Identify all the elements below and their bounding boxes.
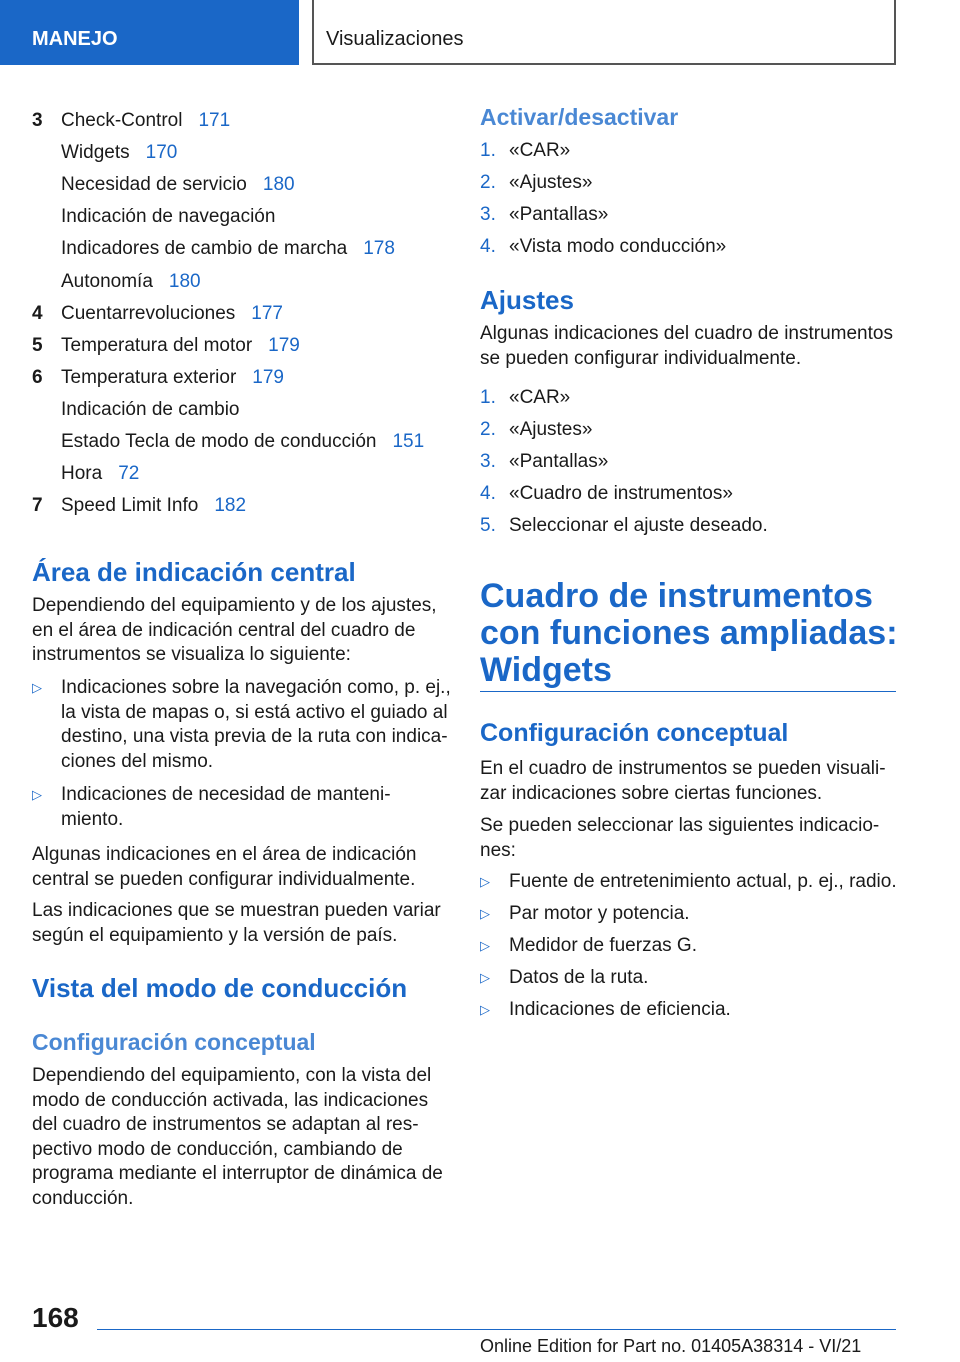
index-entry [61, 463, 139, 485]
triangle-right-outline-icon: ▷ [32, 787, 42, 802]
step-number: 5. [480, 515, 496, 536]
index-entry-text: Indicadores de cambio de marcha [61, 238, 348, 260]
widgets-paragraph: En el cuadro de instrumentos se pueden visuali‐ zar indicaciones sobre ciertas funciones. [480, 758, 886, 804]
settings-title: Ajustes [480, 285, 574, 315]
index-entry-text: Speed Limit Info [61, 495, 199, 517]
drive-mode-title: Vista del modo de conducción [32, 973, 408, 1003]
footer-divider [97, 1329, 896, 1330]
index-number: 5 [32, 334, 43, 356]
step-text: «Ajustes» [509, 419, 593, 440]
step-text: «Pantallas» [509, 204, 609, 225]
index-entry-text: Check-Control [61, 110, 183, 131]
page-reference-link[interactable]: 180 [168, 270, 201, 292]
central-title: Área de indicación central [32, 557, 356, 587]
page-reference-link[interactable]: 170 [145, 142, 178, 164]
index-entry-text: Hora [61, 463, 103, 485]
index-entry [61, 271, 201, 293]
settings-text: Algunas indicaciones del cuadro de instrumentos se pueden configurar individualmente. [480, 323, 893, 369]
index-entry-text: Indicación de navegación [61, 206, 276, 228]
index-entry [61, 110, 230, 132]
list-item [480, 966, 900, 992]
section-divider [480, 691, 896, 692]
step-text: «CAR» [509, 387, 571, 408]
bullet-text: Indicaciones de eficiencia. [509, 999, 731, 1020]
page-reference-link[interactable]: 179 [268, 334, 300, 356]
widgets-paragraph: Se pueden seleccionar las siguientes indicacio‐ nes: [480, 815, 880, 861]
header-chapter: Visualizaciones [312, 0, 896, 65]
step-text: Seleccionar el ajuste deseado. [509, 515, 768, 536]
triangle-right-outline-icon: ▷ [480, 970, 490, 985]
index-entry-text: Widgets [61, 142, 130, 164]
page-reference-link[interactable]: 178 [363, 238, 395, 260]
step-text: «Ajustes» [509, 172, 593, 193]
bullet-text: Fuente de entretenimiento actual, p. ej., radio. [509, 871, 897, 892]
page-reference-link[interactable]: 179 [252, 366, 284, 388]
index-entry-text: Autonomía [61, 270, 153, 292]
widgets-subtitle: Configuración conceptual [480, 719, 789, 747]
index-entry [61, 238, 395, 260]
step-number: 3. [480, 204, 496, 225]
index-entry [61, 399, 240, 421]
step-number: 1. [480, 140, 496, 161]
index-entry [61, 335, 300, 357]
step-number: 2. [480, 419, 496, 440]
list-item [480, 902, 900, 928]
step-text: «Cuadro de instrumentos» [509, 483, 733, 504]
index-entry [61, 495, 246, 517]
index-number: 3 [32, 110, 43, 131]
step-number: 2. [480, 172, 496, 193]
list-item: ▷ Indicaciones sobre la navegación como, p. ej., la vista de mapas o, si está activo el guiado al destino, una vista previa de la ruta con indica‐ ciones del mismo. [32, 677, 451, 772]
triangle-right-outline-icon: ▷ [480, 1002, 490, 1017]
index-entry-text: Estado Tecla de modo de conducción [61, 431, 377, 452]
index-entry-text: Temperatura exterior [61, 366, 237, 388]
step-text: «Pantallas» [509, 451, 609, 472]
step-number: 3. [480, 451, 496, 472]
index-entry [61, 367, 284, 389]
index-number: 7 [32, 495, 43, 517]
activate-title: Activar/desactivar [480, 104, 679, 130]
list-item [480, 934, 900, 960]
index-entry [61, 174, 295, 196]
bullet-text: Medidor de fuerzas G. [509, 935, 697, 956]
central-paragraph: Algunas indicaciones en el área de indicación central se pueden configurar individualmente. [32, 844, 417, 890]
bullet-text: Par motor y potencia. [509, 903, 690, 924]
page-reference-link[interactable]: 182 [214, 495, 247, 517]
index-entry-text: Cuentarrevoluciones [61, 302, 236, 324]
drive-mode-subtitle: Configuración conceptual [32, 1029, 316, 1055]
page-reference-link[interactable]: 171 [198, 110, 231, 131]
step-text: «Vista modo conducción» [509, 236, 727, 257]
triangle-right-outline-icon: ▷ [480, 906, 490, 921]
list-item [480, 870, 900, 896]
footer-edition: Online Edition for Part no. 01405A38314 - VI/21 [480, 1336, 862, 1356]
step-text: «CAR» [509, 140, 571, 161]
step-number: 1. [480, 387, 496, 408]
step-number: 4. [480, 483, 496, 504]
index-entry [61, 431, 424, 453]
page-number: 168 [32, 1302, 79, 1333]
index-entry-text: Necesidad de servicio [61, 174, 247, 196]
index-entry [61, 206, 275, 228]
index-entry-text: Temperatura del motor [61, 334, 253, 356]
index-entry-text: Indicación de cambio [61, 398, 240, 420]
page-reference-link[interactable]: 72 [118, 463, 140, 485]
widgets-title: Cuadro de instrumentos con funciones ampliadas: Widgets [480, 577, 898, 689]
drive-mode-text: Dependiendo del equipamiento, con la vista del modo de conducción activada, las indicaciones del cuadro de instrumentos se adaptan al res‐ pectivo modo de conducción, cambiando de programa mediante el interruptor de dinámica de conducción. [32, 1065, 443, 1209]
index-entry [61, 142, 177, 164]
page-reference-link[interactable]: 180 [262, 174, 295, 196]
index-entry [61, 303, 283, 325]
central-intro: Dependiendo del equipamiento y de los ajustes, en el área de indicación central del cuadro de instrumentos se visualiza lo siguiente: [32, 595, 437, 665]
index-number: 4 [32, 302, 43, 324]
header-section: MANEJO [0, 0, 299, 65]
central-paragraph: Las indicaciones que se muestran pueden variar según el equipamiento y la versión de país. [32, 900, 441, 946]
step-number: 4. [480, 236, 496, 257]
page-reference-link[interactable]: 151 [392, 431, 425, 452]
triangle-right-outline-icon: ▷ [480, 938, 490, 953]
index-number: 6 [32, 366, 43, 388]
triangle-right-outline-icon: ▷ [32, 680, 42, 695]
list-item: ▷ Indicaciones de necesidad de manteni‐ miento. [32, 784, 391, 830]
triangle-right-outline-icon: ▷ [480, 874, 490, 889]
page-reference-link[interactable]: 177 [251, 302, 283, 324]
bullet-text: Datos de la ruta. [509, 967, 649, 988]
list-item [480, 998, 900, 1024]
